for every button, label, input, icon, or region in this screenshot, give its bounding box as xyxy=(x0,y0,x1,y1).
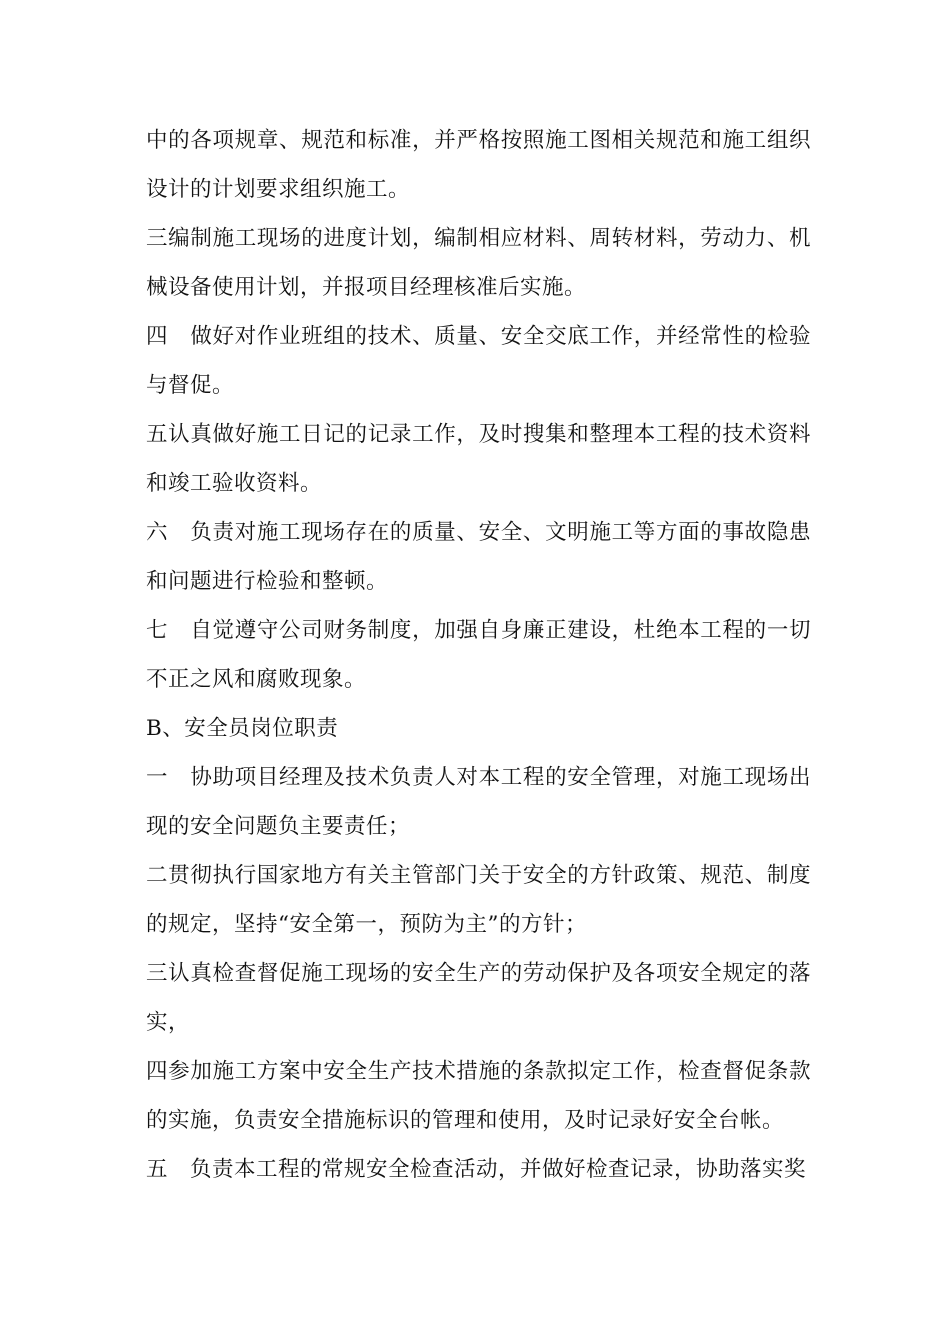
paragraph-item-7-discipline: 七 自觉遵守公司财务制度，加强自身廉正建设，杜绝本工程的一切不正之风和腐败现象。 xyxy=(146,618,811,692)
paragraph-safety-item-4: 四参加施工方案中安全生产技术措施的条款拟定工作，检查督促条款的实施，负责安全措施标识的管理和使用，及时记录好安全台帐。 xyxy=(146,1059,811,1133)
paragraph-continued-standards: 中的各项规章、规范和标准，并严格按照施工图相关规范和施工组织设计的计划要求组织施工。 xyxy=(146,128,811,202)
paragraph-item-5-diary: 五认真做好施工日记的记录工作，及时搜集和整理本工程的技术资料和竣工验收资料。 xyxy=(146,422,811,496)
paragraph-safety-item-2: 二贯彻执行国家地方有关主管部门关于安全的方针政策、规范、制度的规定，坚持“安全第一，预防为主”的方针； xyxy=(146,863,811,937)
paragraph-item-3-schedule: 三编制施工现场的进度计划，编制相应材料、周转材料，劳动力、机械设备使用计划，并报项目经理核准后实施。 xyxy=(146,226,811,300)
paragraph-safety-item-3: 三认真检查督促施工现场的安全生产的劳动保护及各项安全规定的落实， xyxy=(146,961,811,1035)
section-heading-safety-officer: B、安全员岗位职责 xyxy=(146,716,339,741)
paragraph-safety-item-5: 五 负责本工程的常规安全检查活动，并做好检查记录，协助落实奖 xyxy=(146,1157,807,1182)
paragraph-item-4-briefing: 四 做好对作业班组的技术、质量、安全交底工作，并经常性的检验与督促。 xyxy=(146,324,811,398)
paragraph-item-6-hazards: 六 负责对施工现场存在的质量、安全、文明施工等方面的事故隐患和问题进行检验和整顿。 xyxy=(146,520,811,594)
document-body xyxy=(146,116,811,1194)
paragraph-safety-item-1: 一 协助项目经理及技术负责人对本工程的安全管理，对施工现场出现的安全问题负主要责任； xyxy=(146,765,811,839)
